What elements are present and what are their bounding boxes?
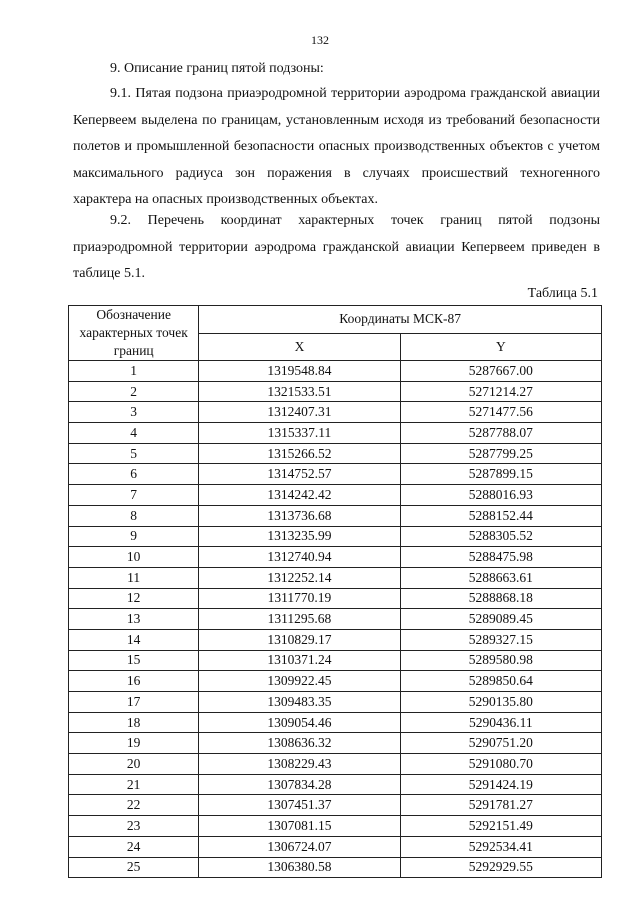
table-row [69, 774, 602, 795]
table-caption: Таблица 5.1 [527, 286, 598, 301]
point-number-cell: 13 [69, 609, 199, 630]
header-point-designation: Обозначение характерных точек границ [69, 306, 199, 361]
y-coordinate-cell: 5291424.19 [400, 774, 601, 795]
point-number-cell: 4 [69, 423, 199, 444]
x-coordinate-cell: 1308636.32 [199, 733, 400, 754]
x-coordinate-cell: 1310829.17 [199, 629, 400, 650]
x-coordinate-cell: 1306380.58 [199, 857, 400, 878]
y-coordinate-cell: 5292151.49 [400, 816, 601, 837]
table-body [69, 361, 602, 878]
y-coordinate-cell: 5271477.56 [400, 402, 601, 423]
y-coordinate-cell: 5288868.18 [400, 588, 601, 609]
x-coordinate-cell: 1307834.28 [199, 774, 400, 795]
y-coordinate-cell: 5287667.00 [400, 361, 601, 382]
table-row [69, 754, 602, 775]
table-row [69, 526, 602, 547]
x-coordinate-cell: 1310371.24 [199, 650, 400, 671]
point-number-cell: 7 [69, 485, 199, 506]
y-coordinate-cell: 5288663.61 [400, 567, 601, 588]
table-row [69, 650, 602, 671]
point-number-cell: 12 [69, 588, 199, 609]
point-number-cell: 19 [69, 733, 199, 754]
x-coordinate-cell: 1309922.45 [199, 671, 400, 692]
point-number-cell: 22 [69, 795, 199, 816]
point-number-cell: 17 [69, 692, 199, 713]
y-coordinate-cell: 5290436.11 [400, 712, 601, 733]
table-row [69, 464, 602, 485]
x-coordinate-cell: 1315337.11 [199, 423, 400, 444]
y-coordinate-cell: 5292534.41 [400, 836, 601, 857]
y-coordinate-cell: 5287899.15 [400, 464, 601, 485]
y-coordinate-cell: 5271214.27 [400, 381, 601, 402]
y-coordinate-cell: 5287788.07 [400, 423, 601, 444]
point-number-cell: 3 [69, 402, 199, 423]
table-row [69, 836, 602, 857]
table-row [69, 857, 602, 878]
x-coordinate-cell: 1312252.14 [199, 567, 400, 588]
table-row [69, 733, 602, 754]
y-coordinate-cell: 5288475.98 [400, 547, 601, 568]
table-row [69, 671, 602, 692]
paragraph-9-1: 9.1. Пятая подзона приаэродромной территории аэродрома гражданской авиации Кепервеем выделена по границам, установленным исходя из требований безопасности полетов и промышленной безопасности опасных производственных объектов с учетом максимального радиуса зон поражения в случаях происшествий техногенного характера на опасных производственных объектах. [73, 86, 600, 207]
y-coordinate-cell: 5290135.80 [400, 692, 601, 713]
point-number-cell: 6 [69, 464, 199, 485]
x-coordinate-cell: 1307081.15 [199, 816, 400, 837]
table-row [69, 816, 602, 837]
y-coordinate-cell: 5289580.98 [400, 650, 601, 671]
table-row [69, 567, 602, 588]
y-coordinate-cell: 5291781.27 [400, 795, 601, 816]
point-number-cell: 10 [69, 547, 199, 568]
x-coordinate-cell: 1308229.43 [199, 754, 400, 775]
x-coordinate-cell: 1312740.94 [199, 547, 400, 568]
table-row [69, 795, 602, 816]
table-row [69, 629, 602, 650]
x-coordinate-cell: 1307451.37 [199, 795, 400, 816]
point-number-cell: 14 [69, 629, 199, 650]
point-number-cell: 8 [69, 505, 199, 526]
coordinates-table [68, 305, 602, 878]
section-heading: 9. Описание границ пятой подзоны: [110, 61, 324, 76]
x-coordinate-cell: 1311295.68 [199, 609, 400, 630]
y-coordinate-cell: 5289327.15 [400, 629, 601, 650]
header-x: X [199, 333, 400, 361]
x-coordinate-cell: 1314752.57 [199, 464, 400, 485]
x-coordinate-cell: 1313235.99 [199, 526, 400, 547]
x-coordinate-cell: 1319548.84 [199, 361, 400, 382]
table-row [69, 485, 602, 506]
table-row [69, 402, 602, 423]
page-number: 132 [311, 33, 329, 47]
point-number-cell: 5 [69, 443, 199, 464]
table-row [69, 547, 602, 568]
point-number-cell: 25 [69, 857, 199, 878]
x-coordinate-cell: 1312407.31 [199, 402, 400, 423]
point-number-cell: 16 [69, 671, 199, 692]
x-coordinate-cell: 1321533.51 [199, 381, 400, 402]
point-number-cell: 1 [69, 361, 199, 382]
table-row [69, 361, 602, 382]
y-coordinate-cell: 5290751.20 [400, 733, 601, 754]
y-coordinate-cell: 5289850.64 [400, 671, 601, 692]
y-coordinate-cell: 5288152.44 [400, 505, 601, 526]
table-row [69, 381, 602, 402]
point-number-cell: 2 [69, 381, 199, 402]
table-row [69, 692, 602, 713]
x-coordinate-cell: 1313736.68 [199, 505, 400, 526]
x-coordinate-cell: 1315266.52 [199, 443, 400, 464]
point-number-cell: 20 [69, 754, 199, 775]
point-number-cell: 23 [69, 816, 199, 837]
header-coordinates: Координаты МСК-87 [199, 306, 602, 334]
point-number-cell: 9 [69, 526, 199, 547]
y-coordinate-cell: 5287799.25 [400, 443, 601, 464]
point-number-cell: 15 [69, 650, 199, 671]
x-coordinate-cell: 1311770.19 [199, 588, 400, 609]
header-y: Y [400, 333, 601, 361]
y-coordinate-cell: 5288305.52 [400, 526, 601, 547]
table-row [69, 505, 602, 526]
x-coordinate-cell: 1306724.07 [199, 836, 400, 857]
paragraph-9-2: 9.2. Перечень координат характерных точек границ пятой подзоны приаэродромной территории аэродрома гражданской авиации Кепервеем приведен в таблице 5.1. [73, 213, 600, 281]
table-row [69, 423, 602, 444]
table-row [69, 609, 602, 630]
x-coordinate-cell: 1309483.35 [199, 692, 400, 713]
table-row [69, 712, 602, 733]
x-coordinate-cell: 1309054.46 [199, 712, 400, 733]
y-coordinate-cell: 5291080.70 [400, 754, 601, 775]
point-number-cell: 21 [69, 774, 199, 795]
table-row [69, 588, 602, 609]
point-number-cell: 11 [69, 567, 199, 588]
point-number-cell: 24 [69, 836, 199, 857]
y-coordinate-cell: 5289089.45 [400, 609, 601, 630]
x-coordinate-cell: 1314242.42 [199, 485, 400, 506]
table-row [69, 443, 602, 464]
y-coordinate-cell: 5288016.93 [400, 485, 601, 506]
y-coordinate-cell: 5292929.55 [400, 857, 601, 878]
point-number-cell: 18 [69, 712, 199, 733]
